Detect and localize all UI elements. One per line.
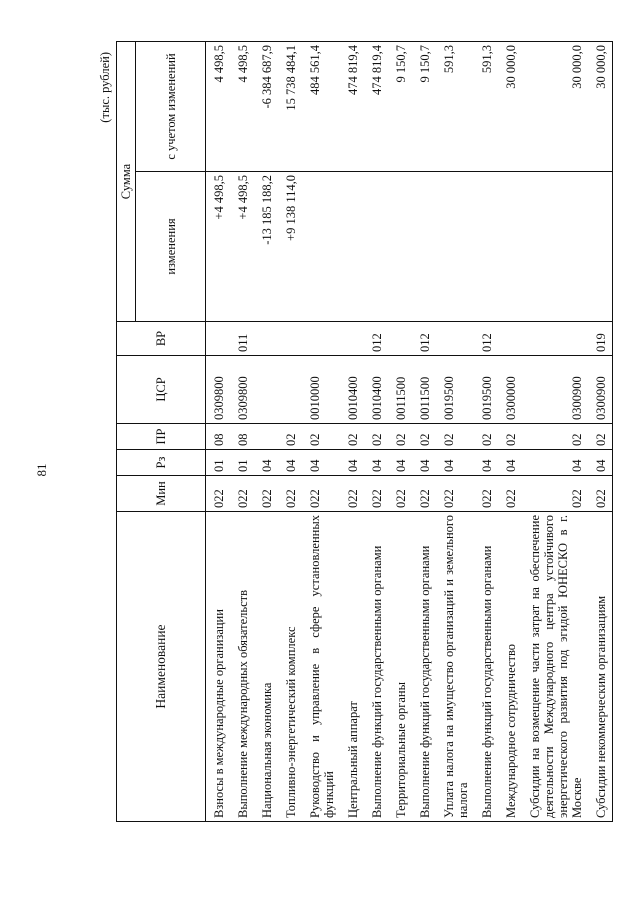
header-min: Мин <box>117 476 206 512</box>
row-pr: 08 <box>206 424 231 450</box>
row-change: +9 138 114,0 <box>278 172 302 322</box>
row-name: Руководство и управление в сфере установленных функций <box>302 512 340 822</box>
row-name: Выполнение функций государственными органами <box>364 512 388 822</box>
row-total: 30 000,0 <box>498 42 522 172</box>
row-change <box>364 172 388 322</box>
table-row <box>412 42 436 822</box>
header-vr: ВР <box>117 322 206 356</box>
row-pr: 02 <box>474 424 498 450</box>
row-rz: 04 <box>364 450 388 476</box>
row-pr: 02 <box>498 424 522 450</box>
row-change: -13 185 188,2 <box>254 172 278 322</box>
row-vr <box>206 322 231 356</box>
row-csr: 0010400 <box>340 356 364 424</box>
table-row <box>206 42 231 822</box>
row-pr: 02 <box>364 424 388 450</box>
row-total: 30 000,0 <box>522 42 588 172</box>
row-rz: 04 <box>588 450 613 476</box>
header-with-change: с учетом изменений <box>136 42 206 172</box>
row-vr: 012 <box>474 322 498 356</box>
header-sum: Сумма <box>117 42 136 322</box>
row-name: Субсидии некоммерческим организациям <box>588 512 613 822</box>
row-name: Уплата налога на имущество организаций и земельного налога <box>436 512 474 822</box>
table-row <box>388 42 412 822</box>
row-change <box>588 172 613 322</box>
row-rz: 04 <box>302 450 340 476</box>
row-pr: 08 <box>230 424 254 450</box>
row-csr: 0019500 <box>436 356 474 424</box>
row-csr <box>278 356 302 424</box>
row-min: 022 <box>588 476 613 512</box>
row-name: Международное сотрудничество <box>498 512 522 822</box>
table-row <box>254 42 278 822</box>
row-rz: 01 <box>206 450 231 476</box>
row-total: 9 150,7 <box>388 42 412 172</box>
row-csr <box>254 356 278 424</box>
row-vr <box>522 322 588 356</box>
row-min: 022 <box>498 476 522 512</box>
row-vr: 011 <box>230 322 254 356</box>
row-total: 474 819,4 <box>364 42 388 172</box>
row-pr: 02 <box>412 424 436 450</box>
row-rz: 04 <box>522 450 588 476</box>
row-name: Выполнение международных обязательств <box>230 512 254 822</box>
row-vr <box>278 322 302 356</box>
row-csr: 0010000 <box>302 356 340 424</box>
row-name: Национальная экономика <box>254 512 278 822</box>
table-row <box>522 42 588 822</box>
row-pr: 02 <box>436 424 474 450</box>
row-csr: 0011500 <box>412 356 436 424</box>
row-rz: 04 <box>388 450 412 476</box>
table-row <box>474 42 498 822</box>
row-vr <box>254 322 278 356</box>
row-min: 022 <box>388 476 412 512</box>
row-vr <box>388 322 412 356</box>
row-name: Субсидии на возмещение части затрат на обеспечение деятельности Международного центра устойчивого энергетического развития под эгидой ЮНЕСКО в г. Москве <box>522 512 588 822</box>
row-change <box>302 172 340 322</box>
row-change <box>412 172 436 322</box>
row-min: 022 <box>230 476 254 512</box>
row-min: 022 <box>278 476 302 512</box>
row-pr: 02 <box>388 424 412 450</box>
row-vr: 012 <box>364 322 388 356</box>
row-min: 022 <box>522 476 588 512</box>
row-csr: 0309800 <box>206 356 231 424</box>
table-row <box>340 42 364 822</box>
row-name: Территориальные органы <box>388 512 412 822</box>
row-name: Взносы в международные организации <box>206 512 231 822</box>
row-rz: 04 <box>436 450 474 476</box>
row-total: 484 561,4 <box>302 42 340 172</box>
row-total: 591,3 <box>436 42 474 172</box>
row-pr: 02 <box>278 424 302 450</box>
row-csr: 0300900 <box>522 356 588 424</box>
header-csr: ЦСР <box>117 356 206 424</box>
row-total: 9 150,7 <box>412 42 436 172</box>
row-pr: 02 <box>340 424 364 450</box>
row-min: 022 <box>474 476 498 512</box>
row-rz: 04 <box>278 450 302 476</box>
page-number: 81 <box>34 463 49 477</box>
row-csr: 0300900 <box>588 356 613 424</box>
row-total: 4 498,5 <box>206 42 231 172</box>
header-rz: Рз <box>117 450 206 476</box>
row-vr <box>302 322 340 356</box>
row-total: 30 000,0 <box>588 42 613 172</box>
row-change <box>340 172 364 322</box>
row-vr <box>436 322 474 356</box>
row-csr: 0309800 <box>230 356 254 424</box>
row-min: 022 <box>412 476 436 512</box>
header-pr: ПР <box>117 424 206 450</box>
row-name: Центральный аппарат <box>340 512 364 822</box>
row-name: Топливно-энергетический комплекс <box>278 512 302 822</box>
row-csr: 0011500 <box>388 356 412 424</box>
row-rz: 04 <box>474 450 498 476</box>
row-rz: 04 <box>498 450 522 476</box>
row-total: 474 819,4 <box>340 42 364 172</box>
row-rz: 01 <box>230 450 254 476</box>
row-change <box>436 172 474 322</box>
row-vr <box>498 322 522 356</box>
row-change: +4 498,5 <box>230 172 254 322</box>
row-rz: 04 <box>254 450 278 476</box>
row-change <box>388 172 412 322</box>
row-pr: 02 <box>588 424 613 450</box>
row-total: 4 498,5 <box>230 42 254 172</box>
row-vr: 012 <box>412 322 436 356</box>
row-csr: 0010400 <box>364 356 388 424</box>
header-change: изменения <box>136 172 206 322</box>
table-row <box>302 42 340 822</box>
table-row <box>436 42 474 822</box>
row-change: +4 498,5 <box>206 172 231 322</box>
row-min: 022 <box>254 476 278 512</box>
table-row <box>498 42 522 822</box>
row-rz: 04 <box>340 450 364 476</box>
row-csr: 0019500 <box>474 356 498 424</box>
header-name: Наименование <box>117 512 206 822</box>
rotated-table-sheet <box>98 42 608 822</box>
row-min: 022 <box>302 476 340 512</box>
row-vr <box>340 322 364 356</box>
row-min: 022 <box>436 476 474 512</box>
row-pr <box>254 424 278 450</box>
row-total: -6 384 687,9 <box>254 42 278 172</box>
row-min: 022 <box>340 476 364 512</box>
row-change <box>522 172 588 322</box>
row-csr: 0300000 <box>498 356 522 424</box>
row-total: 591,3 <box>474 42 498 172</box>
row-min: 022 <box>206 476 231 512</box>
row-min: 022 <box>364 476 388 512</box>
row-name: Выполнение функций государственными органами <box>474 512 498 822</box>
budget-table <box>116 41 613 822</box>
row-total: 15 738 484,1 <box>278 42 302 172</box>
table-row <box>278 42 302 822</box>
row-rz: 04 <box>412 450 436 476</box>
row-pr: 02 <box>522 424 588 450</box>
row-change <box>498 172 522 322</box>
row-vr: 019 <box>588 322 613 356</box>
row-name: Выполнение функций государственными органами <box>412 512 436 822</box>
row-change <box>474 172 498 322</box>
table-row <box>364 42 388 822</box>
row-pr: 02 <box>302 424 340 450</box>
units-label: (тыс. рублей) <box>98 52 112 123</box>
table-row <box>230 42 254 822</box>
table-row <box>588 42 613 822</box>
